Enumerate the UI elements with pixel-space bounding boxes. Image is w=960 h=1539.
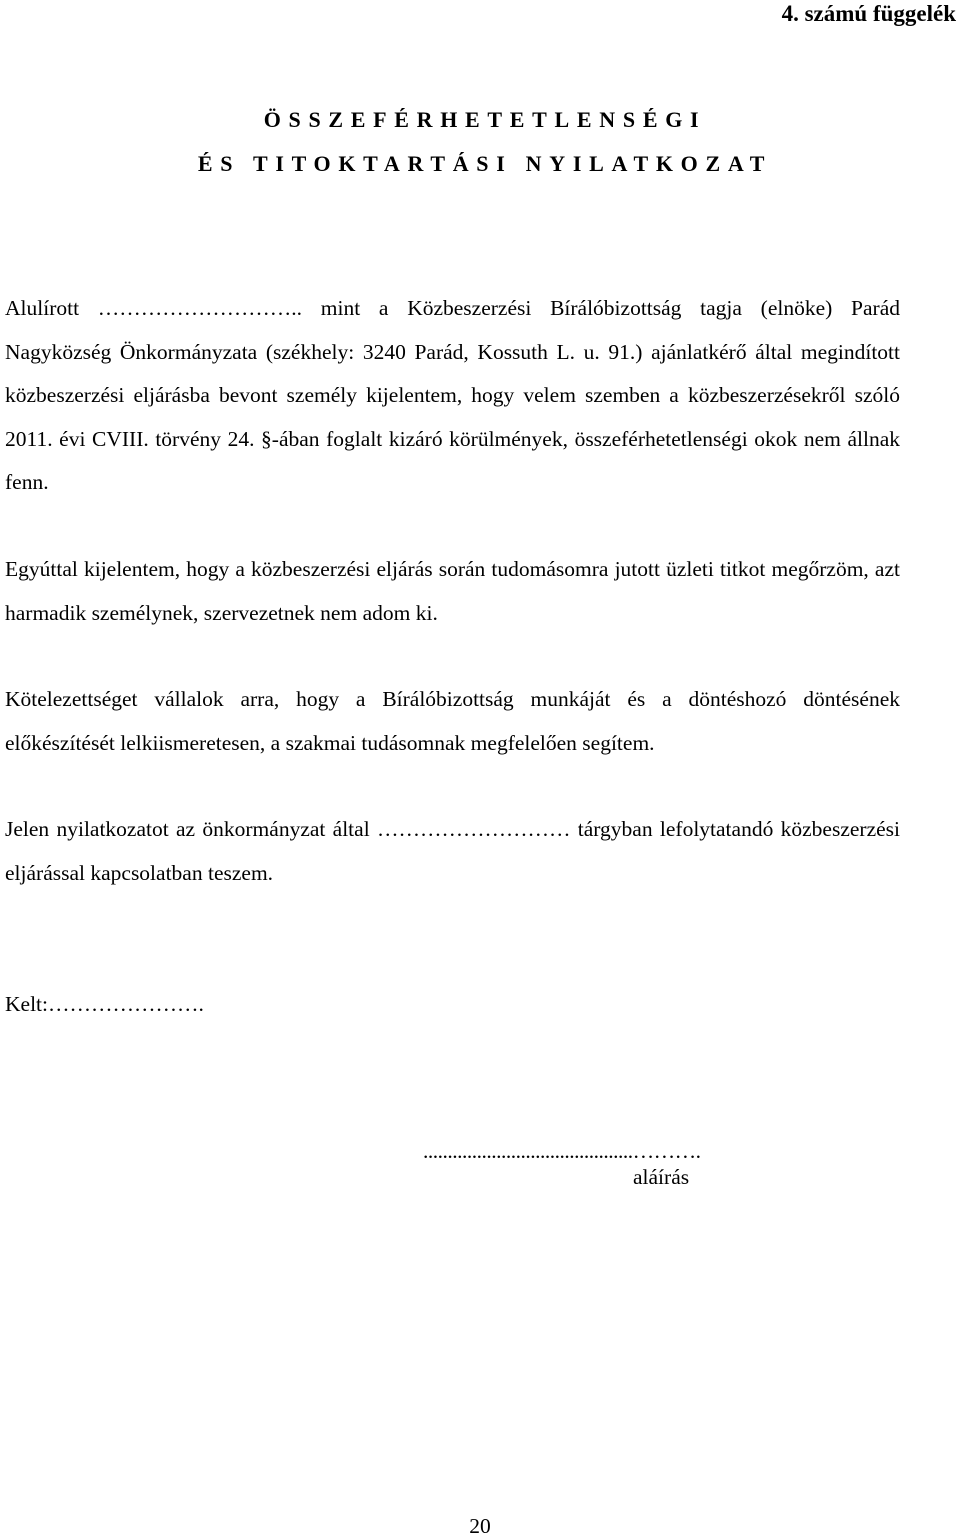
signature-line: ...........................................………. — [423, 1139, 701, 1163]
statement-purpose-paragraph: Jelen nyilatkozatot az önkormányzat által ……………………… tárgyban lefolytatandó közbeszerzési eljárással kapcsolatban teszem. — [5, 817, 900, 885]
date-place-field: Kelt:…………………. — [5, 992, 204, 1016]
document-title-line-1: ÖSSZEFÉRHETETLENSÉGI — [263, 107, 707, 132]
appendix-label: 4. számú függelék — [781, 1, 956, 26]
commitment-paragraph: Kötelezettséget vállalok arra, hogy a Bírálóbizottság munkáját és a döntéshozó döntésének előkészítését lelkiismeretesen, a szakmai tudásomnak megfelelően segítem. — [5, 687, 900, 755]
document-title-line-2: ÉS TITOKTARTÁSI NYILATKOZAT — [197, 151, 773, 176]
declaration-paragraph: Alulírott ……………………….. mint a Közbeszerzési Bírálóbizottság tagja (elnöke) Parád Nagyközség Önkormányzata (székhely: 3240 Parád, Kossuth L. u. 91.) ajánlatkérő által megindított közbeszerzési eljárásba bevont személy kijelentem, hogy velem szemben a közbeszerzésekről szóló 2011. évi CVIII. törvény 24. §-ában foglalt kizáró körülmények, összeférhetetlenségi okok nem állnak fenn. — [5, 296, 900, 494]
confidentiality-paragraph: Egyúttal kijelentem, hogy a közbeszerzési eljárás során tudomásomra jutott üzleti titkot megőrzöm, azt harmadik személynek, szervezetnek nem adom ki. — [5, 557, 900, 625]
page-number: 20 — [469, 1514, 491, 1538]
signature-label: aláírás — [633, 1165, 690, 1189]
